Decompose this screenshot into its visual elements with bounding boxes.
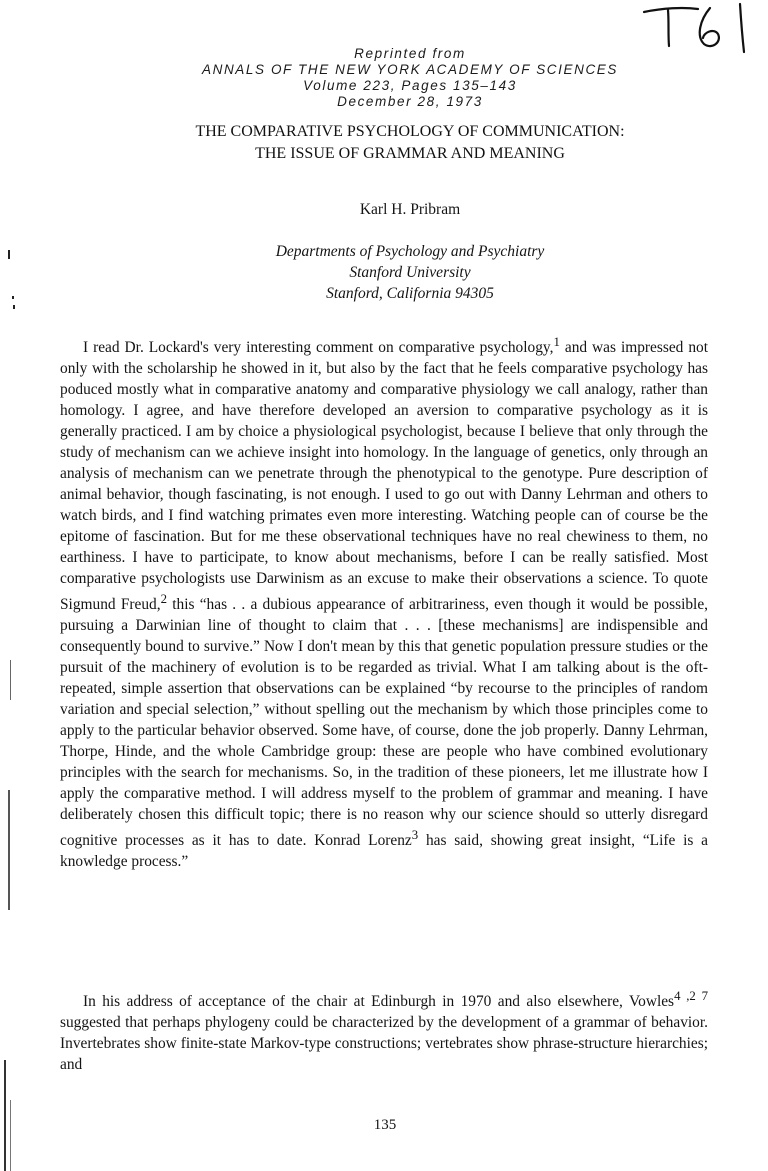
- body-paragraph-1: [60, 332, 708, 872]
- journal-name: ANNALS OF THE NEW YORK ACADEMY OF SCIENCES: [201, 62, 619, 77]
- reprint-notice: Reprinted from: [354, 46, 466, 61]
- paragraph-text: has said, showing great insight, “Life is a knowledge process.”: [60, 832, 709, 871]
- paper-title-line-2: THE ISSUE OF GRAMMAR AND MEANING: [255, 145, 565, 162]
- footnote-ref: 3: [411, 828, 419, 843]
- affiliation-address: Stanford, California 94305: [326, 285, 494, 302]
- footnote-ref: 1: [553, 335, 560, 349]
- paragraph-text: I read Dr. Lockard's very interesting comment on comparative psychology,: [83, 339, 554, 357]
- publication-date: December 28, 1973: [337, 94, 483, 109]
- page-edge-shadow: [4, 1060, 6, 1171]
- paper-title-line-1: THE COMPARATIVE PSYCHOLOGY OF COMMUNICATION:: [195, 123, 625, 140]
- paragraph-text: and was impressed not only with the scholarship he showed in it, but also by the fact that he feels comparative psychology has poduced mostly what in comparative anatomy and comparative physiology we call analogy, rather than homology. I agree, and have therefore developed an aversion to comparative psychology as it is generally practiced. I am by choice a physiological psychologist, because I believe that only through the study of mechanism can we achieve insight into homology. In the language of genetics, only through an analysis of mechanism can we penetrate through the phenotypical to the genotype. Pure description of animal behavior, though fascinating, is not enough. I used to go out with Danny Lehrman and others to watch birds, and I find watching primates even more interesting. Watching people can of course be the epitome of fascination. But for me these observational techniques have no real chewiness to them, no earthiness. I have to participate, to know about mechanisms, before I can be really satisfied. Most comparative psychologists use Darwinism as an excuse to make their observations a science. To quote Sigmund Freud,: [60, 339, 708, 614]
- paragraph-text: In his address of acceptance of the chair at Edinburgh in 1970 and also elsewhere, Vowles: [83, 993, 675, 1011]
- scan-artifact: [12, 296, 14, 299]
- volume-pages: Volume 223, Pages 135–143: [303, 78, 517, 93]
- page-edge-shadow: [10, 1100, 11, 1171]
- page-number: 135: [373, 1117, 397, 1133]
- paragraph-text: suggested that perhaps phylogeny could be characterized by the development of a grammar of behavior. Invertebrates show finite-state Markov-type constructions; vertebrates show phrase-structure hierarchies; and: [60, 1014, 708, 1074]
- page-edge-shadow: [8, 790, 10, 910]
- footnote-ref: 2: [160, 592, 168, 607]
- footnote-ref: 4 ,2 7: [674, 989, 708, 1003]
- page-edge-shadow: [10, 660, 11, 700]
- author-name: Karl H. Pribram: [359, 201, 461, 218]
- body-paragraph-2: [60, 986, 708, 1075]
- affiliation-university: Stanford University: [349, 264, 471, 281]
- affiliation-department: Departments of Psychology and Psychiatry: [275, 243, 545, 260]
- paragraph-text: this “has . . a dubious appearance of arbitrariness, even though it would be possible, pursuing a Darwinian line of thought to claim that . . . [these mechanisms] are indispensible and consequently bound to survive.” Now I don't mean by this that genetic population pressure studies or the pursuit of the machinery of evolution is to be regarded as trivial. What I am talking about is the oft-repeated, simple assertion that observations can be explained “by recourse to the principles of random variation and special selection,” without spelling out the mechanism by which those principles come to apply to the particular behavior observed. Some have, of course, done the job properly. Danny Lehrman, Thorpe, Hinde, and the whole Cambridge group: these are people who have combined evolutionary principles with the search for mechanisms. So, in the tradition of these pioneers, let me illustrate how I apply the comparative method. I will address myself to the problem of grammar and meaning. I have deliberately chosen this difficult topic; there is no reason why our science should so utterly disregard cognitive processes as it has to date. Konrad Lorenz: [60, 596, 709, 850]
- scan-artifact: [13, 305, 15, 309]
- scan-artifact: [8, 250, 10, 259]
